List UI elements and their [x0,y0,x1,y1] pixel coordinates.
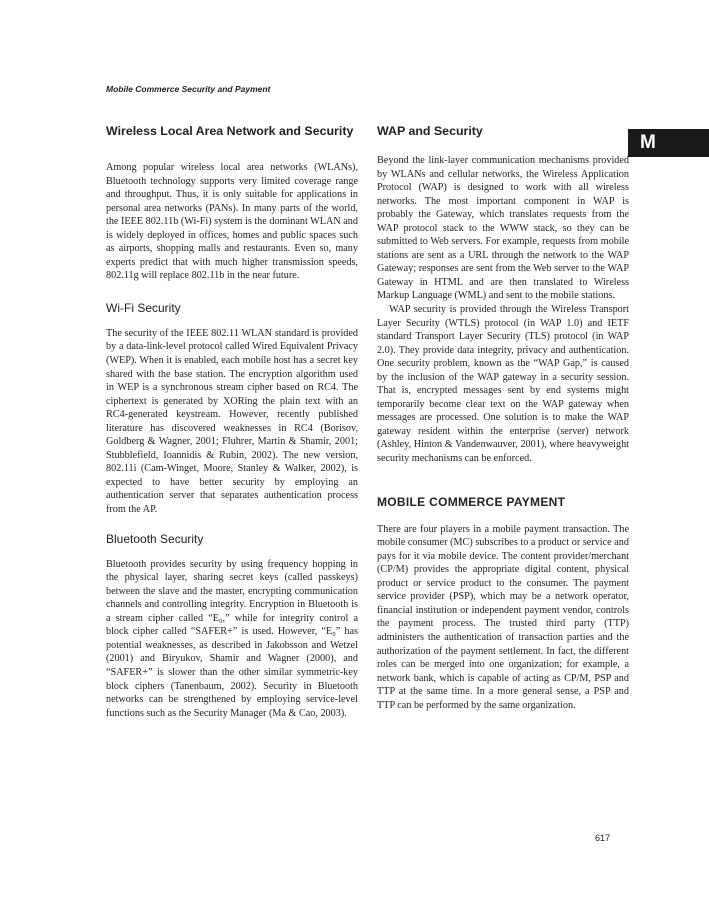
running-head: Mobile Commerce Security and Payment [106,84,271,94]
bluetooth-security-heading: Bluetooth Security [106,531,204,546]
right-column [377,124,629,712]
bluetooth-paragraph: Bluetooth provides security by using frequency hopping in the physical layer, sharing secret keys (called passkeys) between the slave and the master, encrypting communication channels and controlling integrity. Encryption in Bluetooth is a stream cipher called “E₀,” while for integrity control a block cipher called “SAFER+” is used. However, “E₀” has potential weaknesses, as described in Jakobsson and Wetzel (2001) and Biryukov, Shamir and Wagner (2000), and “SAFER+” is slower than the other similar symmetric-key block ciphers (Tanenbaum, 2002). Security in Bluetooth networks can be strengthened by employing service-level functions such as the Security Manager (Ma & Cao, 2003). [106,558,358,719]
wap-security-heading: WAP and Security [377,124,483,138]
wlan-security-heading: Wireless Local Area Network and Security [106,124,354,138]
wifi-security-heading: Wi-Fi Security [106,300,181,315]
mobile-commerce-payment-heading: MOBILE COMMERCE PAYMENT [377,494,566,509]
wap-paragraph-2: WAP security is provided through the Wireless Transport Layer Security (WTLS) protocol (in WAP 1.0) and IETF standard Transport Layer Security (TLS) protocol (in WAP 2.0). They provide data integrity, privacy and authentication. One security problem, known as the “WAP Gap,” is caused by the inclusion of the WAP gateway in a security session. That is, encrypted messages sent by end systems might temporarily become clear text on the WAP gateway when messages are processed. One solution is to make the WAP gateway resident within the enterprise (server) network (Ashley, Hinton & Vandenwauver, 2001), where heavyweight security mechanisms can be enforced. [377,304,629,465]
payment-paragraph: There are four players in a mobile payment transaction. The mobile consumer (MC) subscribes to a product or service and pays for it via mobile device. The content provider/merchant (CP/M) provides the appropriate digital content, physical product or service product to the consumer. The payment service provider (PSP), which may be a network operator, financial institution or independent payment vendor, controls the payment process. The trusted third party (TTP) administers the authentication of transaction parties and the authorization of the payment settlement. In fact, the different roles can be merged into one organization; for example, a network bank, which is capable of acting as CP/M, PSP and TTP at the same time. In a more general sense, a PSP and TTP can be performed by the same organization. [377,523,629,711]
page-number: 617 [595,833,611,843]
wlan-paragraph: Among popular wireless local area networks (WLANs), Bluetooth technology supports very limited coverage range and throughput. Thus, it is only suitable for applications in personal area networks (PANs). In many parts of the world, the IEEE 802.11b (Wi-Fi) system is the dominant WLAN and is widely deployed in offices, homes and public spaces such as airports, shopping malls and restaurants. Even so, many experts predict that with much higher transmission speeds, 802.11g will replace 802.11b in the near future. [106,162,358,282]
wifi-paragraph: The security of the IEEE 802.11 WLAN standard is provided by a data-link-level protocol called Wired Equivalent Privacy (WEP). When it is enabled, each mobile host has a secret key shared with the base station. The encryption algorithm used in WEP is a synchronous stream cipher based on RC4. The ciphertext is generated by XORing the plain text with an RC4-generated keystream. However, recently published literature has discovered weaknesses in RC4 (Borisov, Goldberg & Wagner, 2001; Fluhrer, Martin & Shamir, 2001; Stubblefield, Ioannidis & Rubin, 2002). The new version, 802.11i (Cam-Winget, Moore, Stanley & Walker, 2002), is expected to have better security by employing an authentication server that separates authentication process from the AP. [106,327,358,516]
left-column [106,124,358,720]
section-thumb-tab: M [628,129,709,157]
wap-paragraph-1: Beyond the link-layer communication mechanisms provided by WLANs and cellular networks, the Wireless Application Protocol (WAP) is designed to work with all wireless networks. The most important component in WAP is probably the Gateway, which translates requests from the WAP protocol stack to the WWW stack, so they can be submitted to Web servers. For example, requests from mobile stations are sent as a URL through the network to the WAP Gateway; responses are sent from the Web server to the WAP Gateway in HTML and are then translated to Wireless Markup Language (WML) and sent to the mobile stations. [377,155,629,302]
